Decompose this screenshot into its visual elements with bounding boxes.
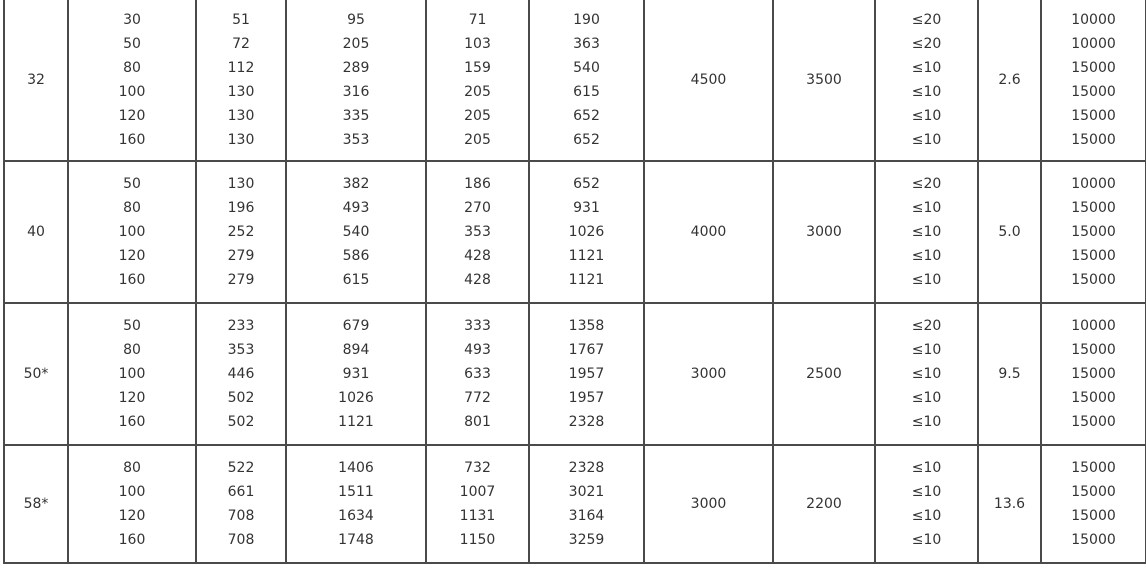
cell-value: 1121 [568, 248, 605, 264]
cell-col2 [68, 445, 196, 563]
cell-value: ≤20 [911, 12, 942, 28]
cell-value: 160 [118, 132, 146, 148]
cell-value: ≤10 [911, 508, 942, 524]
cell-value: 586 [342, 248, 370, 264]
cell-value: ≤10 [911, 224, 942, 240]
cell-col7: 3000 [644, 445, 773, 563]
cell-value: 15000 [1071, 224, 1116, 240]
cell-value: 279 [227, 248, 255, 264]
cell-value: 15000 [1071, 366, 1116, 382]
cell-value: 252 [227, 224, 255, 240]
cell-value: 205 [464, 84, 491, 100]
cell-value: 80 [123, 60, 141, 76]
cell-value: 708 [227, 508, 255, 524]
cell-value: 289 [342, 60, 370, 76]
cell-value: ≤10 [911, 460, 942, 476]
cell-col3 [196, 0, 286, 161]
cell-col2 [68, 0, 196, 161]
cell-col6 [529, 303, 644, 445]
cell-value: 502 [227, 414, 255, 430]
cell-col5 [426, 445, 529, 563]
cell-value: 205 [464, 108, 491, 124]
cell-value: 1150 [459, 532, 496, 548]
cell-size: 32 [4, 0, 68, 161]
cell-value: 1131 [459, 508, 496, 524]
cell-col2 [68, 303, 196, 445]
cell-col3 [196, 303, 286, 445]
cell-value: 51 [232, 12, 250, 28]
cell-value: 1358 [568, 318, 605, 334]
cell-value: 15000 [1071, 60, 1116, 76]
cell-value: ≤10 [911, 200, 942, 216]
cell-col9 [875, 303, 978, 445]
cell-value: 1511 [338, 484, 374, 500]
cell-value: 931 [342, 366, 370, 382]
cell-value: 112 [227, 60, 255, 76]
cell-value: 120 [118, 248, 146, 264]
cell-value: 1121 [338, 414, 374, 430]
cell-col6 [529, 0, 644, 161]
cell-size: 50* [4, 303, 68, 445]
cell-col7: 4000 [644, 161, 773, 303]
cell-value: 15000 [1071, 108, 1116, 124]
cell-value: 233 [227, 318, 255, 334]
cell-col7: 4500 [644, 0, 773, 161]
cell-value: 120 [118, 108, 146, 124]
cell-value: 363 [573, 36, 600, 52]
cell-value: 15000 [1071, 390, 1116, 406]
cell-value: 652 [573, 176, 600, 192]
cell-value: 279 [227, 272, 255, 288]
cell-value: 1026 [568, 224, 605, 240]
cell-value: ≤10 [911, 532, 942, 548]
cell-value: 15000 [1071, 200, 1116, 216]
cell-value: 652 [573, 108, 600, 124]
cell-value: 353 [342, 132, 370, 148]
table-body [4, 0, 1146, 563]
cell-value: 120 [118, 390, 146, 406]
cell-value: 15000 [1071, 342, 1116, 358]
cell-value: 130 [227, 108, 255, 124]
cell-value: 15000 [1071, 84, 1116, 100]
table-row [4, 0, 1146, 161]
cell-col3 [196, 161, 286, 303]
cell-value: 10000 [1071, 12, 1116, 28]
table-row [4, 161, 1146, 303]
cell-value: 3164 [568, 508, 605, 524]
cell-col10: 13.6 [978, 445, 1041, 563]
cell-value: 80 [123, 342, 141, 358]
cell-value: ≤10 [911, 248, 942, 264]
cell-col8: 2200 [773, 445, 875, 563]
cell-value: 428 [464, 248, 491, 264]
cell-value: ≤20 [911, 36, 942, 52]
cell-value: 186 [464, 176, 491, 192]
cell-value: 270 [464, 200, 491, 216]
cell-value: 894 [342, 342, 370, 358]
cell-value: 50 [123, 318, 141, 334]
cell-value: ≤20 [911, 176, 942, 192]
cell-col4 [286, 445, 426, 563]
cell-value: 708 [227, 532, 255, 548]
cell-value: 2328 [568, 460, 605, 476]
cell-value: 15000 [1071, 484, 1116, 500]
cell-value: 130 [227, 84, 255, 100]
cell-value: 382 [342, 176, 370, 192]
cell-value: 80 [123, 200, 141, 216]
cell-value: 615 [342, 272, 370, 288]
cell-value: 522 [227, 460, 255, 476]
cell-col11 [1041, 445, 1146, 563]
cell-value: 1121 [568, 272, 605, 288]
cell-value: 160 [118, 532, 146, 548]
cell-col5 [426, 303, 529, 445]
cell-col10: 2.6 [978, 0, 1041, 161]
cell-value: 15000 [1071, 532, 1116, 548]
cell-value: 2328 [568, 414, 605, 430]
cell-value: 446 [227, 366, 255, 382]
table-row [4, 445, 1146, 563]
cell-value: 15000 [1071, 508, 1116, 524]
cell-value: 428 [464, 272, 491, 288]
cell-value: 196 [227, 200, 255, 216]
cell-col11 [1041, 161, 1146, 303]
cell-col9 [875, 161, 978, 303]
cell-value: 71 [468, 12, 487, 28]
cell-value: 50 [123, 176, 141, 192]
cell-value: 801 [464, 414, 491, 430]
cell-value: 72 [232, 36, 250, 52]
cell-value: 493 [464, 342, 491, 358]
cell-value: 1767 [568, 342, 605, 358]
cell-value: ≤10 [911, 132, 942, 148]
cell-col10: 9.5 [978, 303, 1041, 445]
cell-value: 540 [573, 60, 600, 76]
cell-col8: 3500 [773, 0, 875, 161]
cell-col2 [68, 161, 196, 303]
cell-value: 95 [347, 12, 365, 28]
cell-value: 100 [118, 84, 146, 100]
cell-value: 103 [464, 36, 491, 52]
cell-value: 50 [123, 36, 141, 52]
cell-value: 316 [342, 84, 370, 100]
cell-value: 100 [118, 224, 146, 240]
cell-value: 353 [227, 342, 255, 358]
cell-value: 10000 [1071, 36, 1116, 52]
cell-value: 502 [227, 390, 255, 406]
cell-col11 [1041, 0, 1146, 161]
cell-value: 1007 [459, 484, 496, 500]
cell-value: 10000 [1071, 318, 1116, 334]
cell-value: 205 [342, 36, 370, 52]
cell-value: 493 [342, 200, 370, 216]
cell-size: 58* [4, 445, 68, 563]
cell-value: 353 [464, 224, 491, 240]
cell-value: 772 [464, 390, 491, 406]
cell-value: 160 [118, 414, 146, 430]
cell-value: 159 [464, 60, 491, 76]
cell-value: ≤10 [911, 414, 942, 430]
cell-value: 15000 [1071, 414, 1116, 430]
cell-value: 3021 [568, 484, 605, 500]
cell-value: 100 [118, 484, 146, 500]
cell-value: 30 [123, 12, 141, 28]
cell-value: 661 [227, 484, 255, 500]
cell-col4 [286, 0, 426, 161]
cell-value: 633 [464, 366, 491, 382]
cell-value: 15000 [1071, 248, 1116, 264]
cell-value: ≤10 [911, 484, 942, 500]
cell-value: 205 [464, 132, 491, 148]
cell-col7: 3000 [644, 303, 773, 445]
cell-value: 10000 [1071, 176, 1116, 192]
cell-value: 333 [464, 318, 491, 334]
cell-value: 1026 [338, 390, 374, 406]
cell-col8: 2500 [773, 303, 875, 445]
cell-value: ≤10 [911, 60, 942, 76]
cell-value: 679 [342, 318, 370, 334]
cell-col3 [196, 445, 286, 563]
cell-value: 1634 [338, 508, 374, 524]
cell-value: 80 [123, 460, 141, 476]
cell-value: ≤20 [911, 318, 942, 334]
cell-value: 335 [342, 108, 370, 124]
cell-value: 732 [464, 460, 491, 476]
cell-value: 1748 [338, 532, 374, 548]
cell-col4 [286, 303, 426, 445]
cell-value: 130 [227, 176, 255, 192]
cell-value: 540 [342, 224, 370, 240]
cell-col10: 5.0 [978, 161, 1041, 303]
cell-col5 [426, 0, 529, 161]
cell-value: 1957 [568, 366, 605, 382]
cell-col11 [1041, 303, 1146, 445]
spec-table [3, 0, 1146, 564]
cell-value: ≤10 [911, 272, 942, 288]
cell-value: 652 [573, 132, 600, 148]
cell-col4 [286, 161, 426, 303]
cell-col9 [875, 445, 978, 563]
cell-col5 [426, 161, 529, 303]
cell-col8: 3000 [773, 161, 875, 303]
cell-value: 100 [118, 366, 146, 382]
cell-value: 1406 [338, 460, 374, 476]
cell-value: 130 [227, 132, 255, 148]
cell-value: ≤10 [911, 390, 942, 406]
table-row [4, 303, 1146, 445]
cell-value: ≤10 [911, 342, 942, 358]
cell-value: 190 [573, 12, 600, 28]
cell-value: 160 [118, 272, 146, 288]
cell-value: ≤10 [911, 108, 942, 124]
cell-col6 [529, 445, 644, 563]
cell-value: 931 [573, 200, 600, 216]
cell-value: ≤10 [911, 366, 942, 382]
cell-value: 1957 [568, 390, 605, 406]
cell-value: 120 [118, 508, 146, 524]
cell-col9 [875, 0, 978, 161]
cell-value: 15000 [1071, 460, 1116, 476]
cell-size: 40 [4, 161, 68, 303]
cell-value: 615 [573, 84, 600, 100]
cell-value: 15000 [1071, 272, 1116, 288]
cell-value: ≤10 [911, 84, 942, 100]
cell-col6 [529, 161, 644, 303]
cell-value: 3259 [568, 532, 605, 548]
cell-value: 15000 [1071, 132, 1116, 148]
